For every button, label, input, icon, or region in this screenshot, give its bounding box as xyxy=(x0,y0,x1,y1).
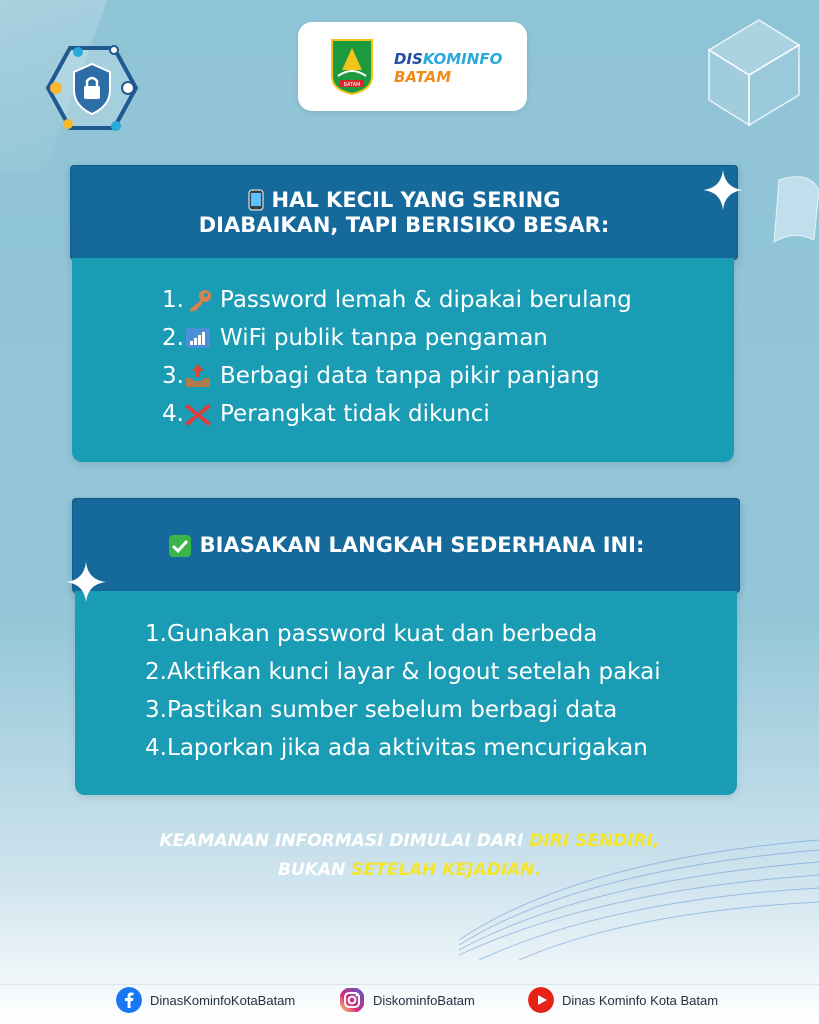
section2-header xyxy=(72,498,740,593)
list-item xyxy=(142,281,632,319)
logo-card xyxy=(298,22,527,111)
tagline-text: BUKAN xyxy=(278,860,352,880)
sparkle-icon xyxy=(66,562,106,602)
glass-cube-decoration xyxy=(689,10,809,130)
brand-city: BATAM xyxy=(394,68,452,86)
section1-title-line1: HAL KECIL YANG SERING xyxy=(271,187,561,212)
outbox-tray-icon xyxy=(184,364,214,388)
tagline-line1 xyxy=(0,828,819,855)
list-item-text: Password lemah & dipakai berulang xyxy=(220,287,632,313)
list-item-text: Gunakan password kuat dan berbeda xyxy=(167,621,598,647)
instagram-icon xyxy=(339,987,365,1013)
list-item-text: Berbagi data tanpa pikir panjang xyxy=(220,363,600,389)
instagram-handle: DiskominfoBatam xyxy=(373,992,475,1008)
youtube-link[interactable] xyxy=(528,986,718,1014)
tagline-line2 xyxy=(0,857,819,884)
tagline-highlight: DIRI SENDIRI, xyxy=(529,831,660,851)
facebook-icon xyxy=(116,987,142,1013)
list-item-text: Laporkan jika ada aktivitas mencurigakan xyxy=(167,735,648,761)
phone-icon xyxy=(248,189,264,211)
list-item-number: 2. xyxy=(145,659,167,685)
youtube-channel: Dinas Kominfo Kota Batam xyxy=(562,992,719,1008)
list-item-number: 1. xyxy=(145,621,167,647)
list-item-number: 3. xyxy=(162,363,184,389)
list-item-number: 4. xyxy=(145,735,167,761)
section2-title: BIASAKAN LANGKAH SEDERHANA INI: xyxy=(199,533,645,557)
list-item xyxy=(142,357,632,395)
habit-list xyxy=(143,615,661,767)
list-item-number: 3. xyxy=(145,697,167,723)
footer-divider xyxy=(0,984,819,985)
signal-bars-icon xyxy=(184,326,214,350)
list-item xyxy=(142,319,632,357)
cross-mark-icon xyxy=(184,402,214,426)
brand-wordmark xyxy=(394,50,502,86)
glass-ribbon-decoration xyxy=(769,170,819,250)
brand-name-part1: DIS xyxy=(394,50,423,68)
batam-crest-logo xyxy=(328,36,376,96)
list-item-number: 4. xyxy=(162,401,184,427)
crest-label: BATAM xyxy=(343,82,361,88)
section1-body xyxy=(72,258,734,462)
tagline-highlight: SETELAH KEJADIAN. xyxy=(351,860,541,880)
cyber-security-icon xyxy=(42,42,142,134)
instagram-link[interactable] xyxy=(339,986,475,1014)
facebook-link[interactable] xyxy=(116,986,295,1014)
sparkle-icon xyxy=(703,170,743,210)
list-item-text: Pastikan sumber sebelum berbagi data xyxy=(167,697,618,723)
section1-title-line2: DIABAIKAN, TAPI BERISIKO BESAR: xyxy=(198,212,610,237)
risk-list xyxy=(142,281,632,433)
list-item xyxy=(142,395,632,433)
facebook-handle: DinasKominfoKotaBatam xyxy=(150,992,296,1008)
list-item-number: 1. xyxy=(162,287,184,313)
key-icon xyxy=(184,288,214,312)
list-item-text: Perangkat tidak dikunci xyxy=(220,401,490,427)
section2-body xyxy=(75,591,737,795)
list-item xyxy=(143,691,661,729)
list-item xyxy=(143,729,661,767)
list-item-number: 2. xyxy=(162,325,184,351)
check-mark-icon xyxy=(168,534,192,558)
list-item xyxy=(143,653,661,691)
brand-name-part2: KOMINFO xyxy=(422,50,503,68)
list-item-text: Aktifkan kunci layar & logout setelah pakai xyxy=(167,659,661,685)
section1-header xyxy=(70,165,738,260)
list-item-text: WiFi publik tanpa pengaman xyxy=(220,325,548,351)
youtube-icon xyxy=(528,987,554,1013)
tagline-text: KEAMANAN INFORMASI DIMULAI DARI xyxy=(159,831,530,851)
list-item xyxy=(143,615,661,653)
